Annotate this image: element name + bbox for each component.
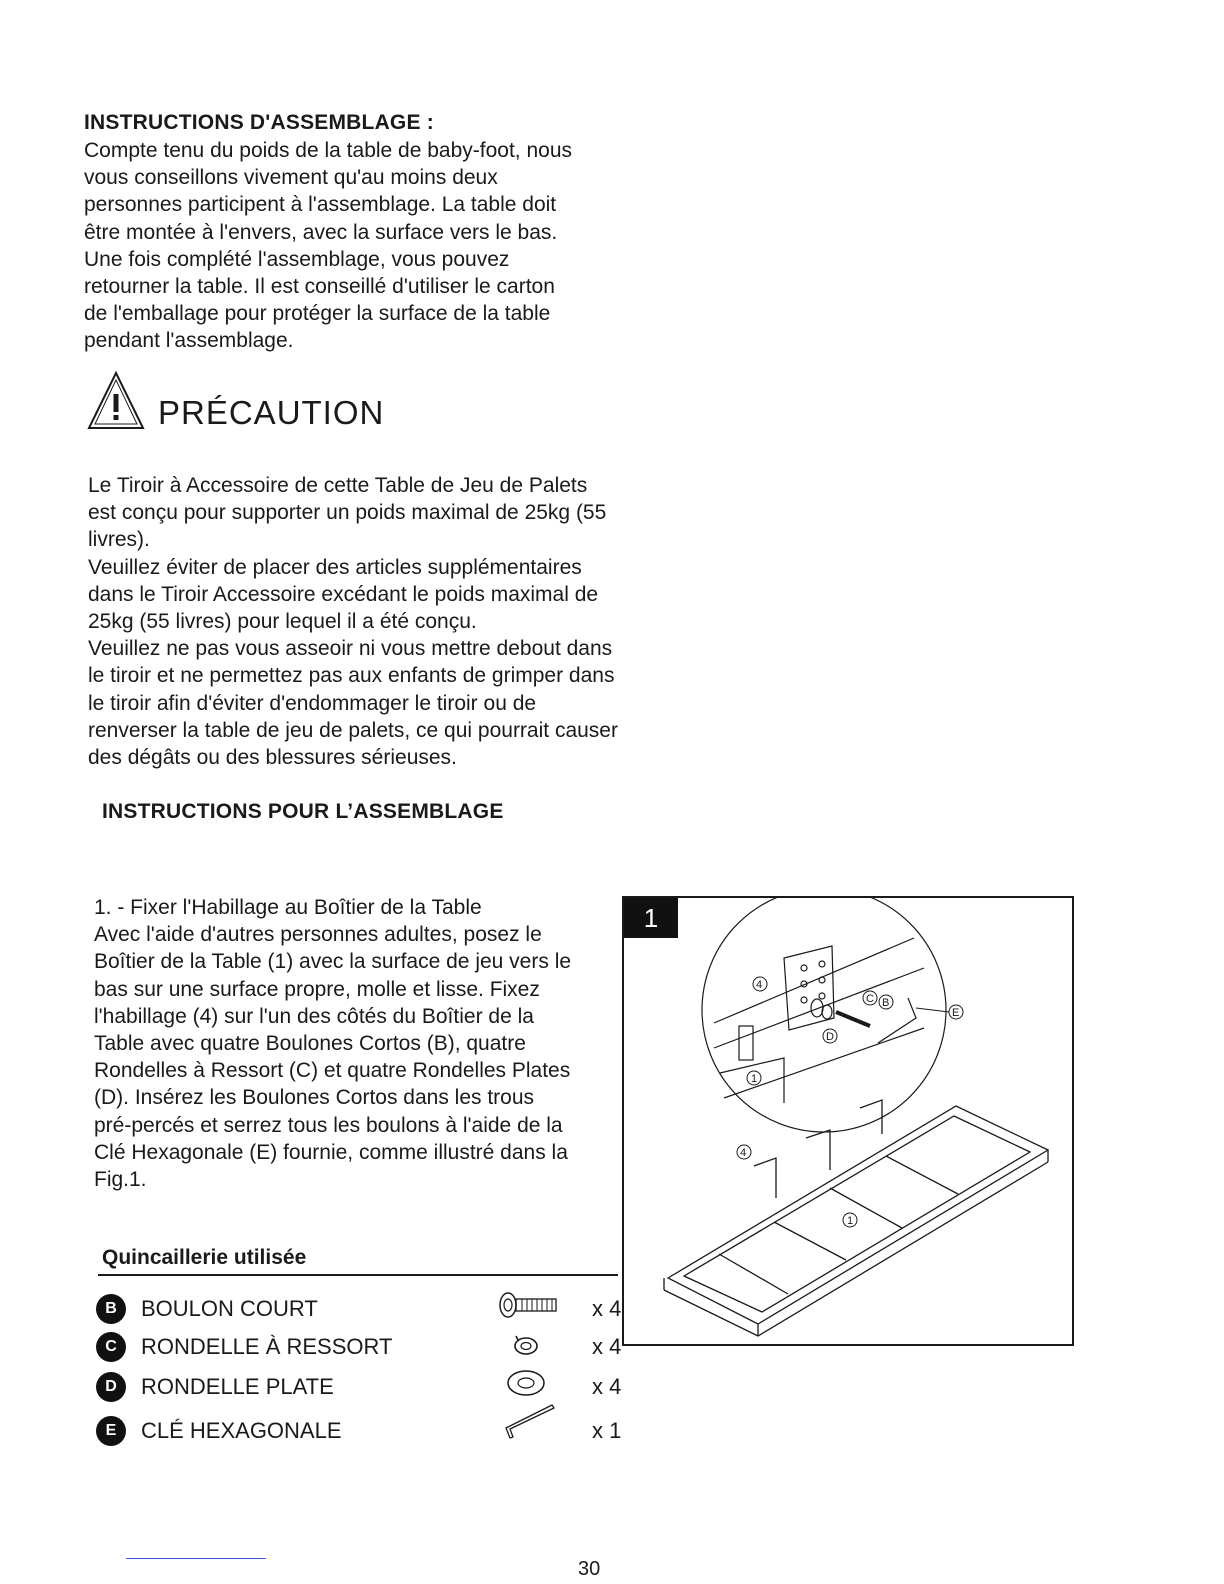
caution-line: Le Tiroir à Accessoire de cette Table de Jeu de Palets <box>88 474 588 497</box>
caution-title: PRÉCAUTION <box>158 394 385 431</box>
step1-line: Table avec quatre Boulones Cortos (B), quatre <box>94 1032 526 1056</box>
hardware-qty: x 4 <box>592 1334 622 1359</box>
caution-line: renverser la table de jeu de palets, ce qui pourrait causer <box>88 718 618 742</box>
hardware-qty: x 4 <box>592 1374 622 1399</box>
spring-washer-icon <box>504 1326 568 1360</box>
step1-line: pré-percés et serrez tous les boulons à l'aide de la <box>94 1113 563 1137</box>
caution-line: Veuillez ne pas vous asseoir ni vous mettre debout dans <box>88 637 613 661</box>
hardware-name: RONDELLE PLATE <box>141 1374 334 1399</box>
step1-line: Avec l'aide d'autres personnes adultes, posez le <box>94 923 542 947</box>
callout-label: D <box>826 1031 834 1043</box>
intro-line: pendant l'assemblage. <box>84 329 294 353</box>
hardware-divider <box>98 1274 618 1276</box>
callout-label: E <box>952 1007 960 1019</box>
hardware-title: Quincaillerie utilisée <box>102 1246 307 1269</box>
caution-line: livres). <box>88 528 150 552</box>
step1-line: Boîtier de la Table (1) avec la surface de jeu vers le <box>94 950 572 974</box>
caution-line: dans le Tiroir Accessoire excédant le poids maximal de <box>88 582 599 606</box>
hardware-row <box>96 1332 636 1366</box>
assembly-diagram <box>624 898 1072 1344</box>
caution-line: Veuillez éviter de placer des articles supplémentaires <box>88 555 582 579</box>
intro-line: Compte tenu du poids de la table de baby-foot, nous <box>84 139 573 162</box>
step1-line: l'habillage (4) sur l'un des côtés du Boîtier de la <box>94 1004 534 1028</box>
step1-line: Fig.1. <box>94 1168 147 1192</box>
intro-line: être montée à l'envers, avec la surface vers le bas. <box>84 220 558 244</box>
intro-line: vous conseillons vivement qu'au moins deux <box>84 166 498 190</box>
hardware-name: BOULON COURT <box>141 1296 318 1321</box>
page-number: 30 <box>578 1558 601 1580</box>
caution-line: 25kg (55 livres) pour lequel il a été conçu. <box>88 610 477 634</box>
step1-text <box>94 894 624 1193</box>
assembly-intro-heading: INSTRUCTIONS D'ASSEMBLAGE : <box>84 111 434 134</box>
callout-label: 1 <box>751 1073 758 1085</box>
hardware-name: CLÉ HEXAGONALE <box>141 1418 342 1443</box>
intro-line: de l'emballage pour protéger la surface de la table <box>84 302 551 326</box>
short-bolt-icon <box>496 1288 560 1322</box>
hex-key-icon <box>496 1402 560 1442</box>
callout-label: 4 <box>740 1147 747 1159</box>
caution-text <box>88 472 688 771</box>
caution-line: le tiroir et ne permettez pas aux enfants de grimper dans <box>88 664 615 688</box>
figure-1 <box>622 896 1074 1346</box>
callout-label: 4 <box>756 979 763 991</box>
callout-label: B <box>882 997 890 1009</box>
intro-line: Une fois complété l'assemblage, vous pouvez <box>84 247 510 271</box>
callout-label: 1 <box>847 1215 854 1227</box>
step1-line: Rondelles à Ressort (C) et quatre Rondelles Plates <box>94 1059 571 1083</box>
step1-line: Clé Hexagonale (E) fournie, comme illustré dans la <box>94 1140 568 1164</box>
hardware-qty: x 1 <box>592 1418 622 1443</box>
flat-washer-icon <box>504 1366 568 1400</box>
hardware-letter-badge: B <box>96 1294 126 1324</box>
figure-number-badge: 1 <box>624 898 678 938</box>
intro-line: retourner la table. Il est conseillé d'utiliser le carton <box>84 275 555 299</box>
hardware-row <box>96 1294 636 1328</box>
assembly-intro-text <box>84 137 644 355</box>
footer-rule <box>126 1558 266 1559</box>
hardware-letter-badge: C <box>96 1332 126 1362</box>
hardware-letter-badge: D <box>96 1372 126 1402</box>
assembly-heading: INSTRUCTIONS POUR L’ASSEMBLAGE <box>102 800 504 823</box>
hardware-list <box>96 1294 636 1454</box>
step1-line: (D). Insérez les Boulones Cortos dans les trous <box>94 1086 535 1110</box>
hardware-name: RONDELLE À RESSORT <box>141 1334 393 1359</box>
warning-triangle-icon <box>86 370 146 432</box>
hardware-row <box>96 1416 636 1450</box>
step1-line: 1. - Fixer l'Habillage au Boîtier de la Table <box>94 896 482 919</box>
caution-line: est conçu pour supporter un poids maximal de 25kg (55 <box>88 501 607 525</box>
hardware-letter-badge: E <box>96 1416 126 1446</box>
caution-line: des dégâts ou des blessures sérieuses. <box>88 746 457 770</box>
intro-line: personnes participent à l'assemblage. La table doit <box>84 193 557 217</box>
hardware-qty: x 4 <box>592 1296 622 1321</box>
step1-line: bas sur une surface propre, molle et lisse. Fixez <box>94 977 540 1001</box>
caution-line: le tiroir afin d'éviter d'endommager le tiroir ou de <box>88 691 537 715</box>
hardware-row <box>96 1372 636 1406</box>
callout-label: C <box>866 993 874 1005</box>
